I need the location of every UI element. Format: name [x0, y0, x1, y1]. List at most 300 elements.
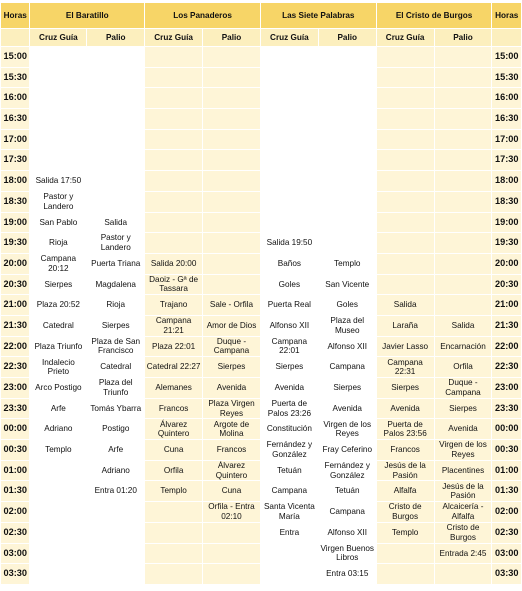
schedule-body: [1, 47, 521, 584]
schedule-cell: [145, 502, 202, 522]
time-label: 20:30: [492, 275, 521, 295]
schedule-cell: Templo: [377, 523, 434, 543]
schedule-cell: Duque - Campana: [203, 337, 260, 357]
schedule-row: [1, 564, 521, 584]
time-label: 19:30: [1, 233, 29, 253]
schedule-row: [1, 171, 521, 191]
time-label: 18:30: [1, 192, 29, 212]
schedule-cell: [319, 88, 376, 108]
time-label: 03:30: [492, 564, 521, 584]
schedule-cell: Virgen de los Reyes: [319, 419, 376, 439]
schedule-row: [1, 523, 521, 543]
time-label: 02:00: [492, 502, 521, 522]
schedule-cell: Francos: [145, 399, 202, 419]
schedule-row: [1, 419, 521, 439]
schedule-cell: Avenida: [435, 419, 492, 439]
schedule-cell: Encarnación: [435, 337, 492, 357]
schedule-cell: Plaza Triunfo: [30, 337, 86, 357]
schedule-cell: Pastor y Landero: [87, 233, 144, 253]
schedule-cell: Templo: [145, 481, 202, 501]
sub-header-cruz-guia: Cruz Guía: [261, 29, 318, 46]
time-label: 01:30: [1, 481, 29, 501]
schedule-row: [1, 213, 521, 233]
time-label: 15:00: [1, 47, 29, 67]
schedule-cell: [435, 275, 492, 295]
schedule-cell: Tetuán: [319, 481, 376, 501]
schedule-cell: [319, 213, 376, 233]
schedule-cell: [30, 564, 86, 584]
schedule-cell: Tomás Ybarra: [87, 399, 144, 419]
schedule-cell: [203, 130, 260, 150]
sub-header-palio: Palio: [319, 29, 376, 46]
schedule-cell: [145, 523, 202, 543]
sub-header-blank-right: [492, 29, 521, 46]
schedule-cell: [435, 295, 492, 315]
schedule-cell: Orfila - Entra 02:10: [203, 502, 260, 522]
schedule-cell: [87, 192, 144, 212]
time-label: 22:00: [1, 337, 29, 357]
schedule-cell: [203, 254, 260, 274]
time-label: 17:30: [492, 150, 521, 170]
schedule-cell: [30, 502, 86, 522]
sub-header-cruz-guia: Cruz Guía: [145, 29, 202, 46]
schedule-cell: Virgen de los Reyes: [435, 440, 492, 460]
schedule-cell: [87, 88, 144, 108]
schedule-cell: Catedral: [87, 357, 144, 377]
schedule-cell: Amor de Dios: [203, 316, 260, 336]
schedule-cell: Alfonso XII: [261, 316, 318, 336]
schedule-cell: [435, 254, 492, 274]
schedule-cell: Cuna: [145, 440, 202, 460]
time-label: 17:00: [1, 130, 29, 150]
schedule-cell: [435, 171, 492, 191]
schedule-cell: [145, 544, 202, 564]
schedule-cell: [30, 150, 86, 170]
sub-header-cruz-guia: Cruz Guía: [377, 29, 434, 46]
schedule-row: [1, 295, 521, 315]
schedule-cell: Jesús de la Pasión: [435, 481, 492, 501]
schedule-row: [1, 544, 521, 564]
schedule-cell: [145, 109, 202, 129]
schedule-cell: [377, 254, 434, 274]
schedule-cell: Catedral: [30, 316, 86, 336]
sub-header-blank-left: [1, 29, 29, 46]
schedule-row: [1, 192, 521, 212]
time-label: 21:00: [1, 295, 29, 315]
time-label: 22:00: [492, 337, 521, 357]
schedule-cell: [319, 47, 376, 67]
schedule-cell: Entrada 2:45: [435, 544, 492, 564]
time-label: 21:30: [492, 316, 521, 336]
schedule-cell: Campana 22:01: [261, 337, 318, 357]
schedule-cell: [435, 564, 492, 584]
schedule-cell: [377, 233, 434, 253]
schedule-cell: [203, 109, 260, 129]
time-label: 23:30: [1, 399, 29, 419]
schedule-cell: [30, 88, 86, 108]
schedule-cell: Indalecio Prieto: [30, 357, 86, 377]
schedule-cell: Magdalena: [87, 275, 144, 295]
schedule-cell: Salida 19:50: [261, 233, 318, 253]
time-label: 02:30: [1, 523, 29, 543]
schedule-cell: Sierpes: [377, 378, 434, 398]
schedule-cell: [319, 68, 376, 88]
schedule-cell: [87, 523, 144, 543]
schedule-cell: [30, 461, 86, 481]
time-label: 01:30: [492, 481, 521, 501]
time-label: 22:30: [492, 357, 521, 377]
schedule-cell: [377, 564, 434, 584]
schedule-cell: [145, 192, 202, 212]
schedule-cell: Avenida: [203, 378, 260, 398]
schedule-cell: Entra 01:20: [87, 481, 144, 501]
time-label: 16:30: [492, 109, 521, 129]
time-label: 02:30: [492, 523, 521, 543]
time-label: 22:30: [1, 357, 29, 377]
schedule-cell: [377, 171, 434, 191]
schedule-row: [1, 130, 521, 150]
schedule-cell: [145, 150, 202, 170]
schedule-cell: [261, 88, 318, 108]
schedule-cell: Templo: [30, 440, 86, 460]
time-label: 16:00: [492, 88, 521, 108]
schedule-cell: Adriano: [30, 419, 86, 439]
schedule-cell: Plaza 22:01: [145, 337, 202, 357]
time-label: 03:00: [492, 544, 521, 564]
schedule-cell: [87, 502, 144, 522]
schedule-row: [1, 275, 521, 295]
schedule-cell: Orfila: [435, 357, 492, 377]
schedule-cell: [319, 150, 376, 170]
schedule-cell: [435, 109, 492, 129]
schedule-cell: Salida: [377, 295, 434, 315]
schedule-cell: [145, 47, 202, 67]
time-label: 00:30: [1, 440, 29, 460]
schedule-cell: Sierpes: [203, 357, 260, 377]
time-label: 21:00: [492, 295, 521, 315]
schedule-cell: [87, 130, 144, 150]
schedule-cell: Alfalfa: [377, 481, 434, 501]
schedule-cell: [87, 150, 144, 170]
time-label: 15:00: [492, 47, 521, 67]
time-label: 23:00: [492, 378, 521, 398]
schedule-cell: Entra: [261, 523, 318, 543]
schedule-cell: [435, 150, 492, 170]
schedule-row: [1, 481, 521, 501]
schedule-cell: Campana 20:12: [30, 254, 86, 274]
schedule-cell: [203, 171, 260, 191]
schedule-cell: [145, 68, 202, 88]
time-label: 20:00: [1, 254, 29, 274]
schedule-row: [1, 150, 521, 170]
schedule-cell: Orfila: [145, 461, 202, 481]
schedule-cell: Santa Vicenta María: [261, 502, 318, 522]
schedule-cell: Álvarez Quintero: [145, 419, 202, 439]
schedule-cell: [203, 150, 260, 170]
schedule-cell: Plaza del Museo: [319, 316, 376, 336]
schedule-cell: Templo: [319, 254, 376, 274]
time-label: 23:30: [492, 399, 521, 419]
schedule-cell: Argote de Molina: [203, 419, 260, 439]
schedule-cell: Rioja: [30, 233, 86, 253]
schedule-cell: [261, 213, 318, 233]
schedule-cell: [145, 564, 202, 584]
time-label: 20:00: [492, 254, 521, 274]
schedule-cell: Constitución: [261, 419, 318, 439]
schedule-row: [1, 357, 521, 377]
schedule-cell: [261, 109, 318, 129]
schedule-cell: Francos: [203, 440, 260, 460]
time-label: 01:00: [1, 461, 29, 481]
schedule-cell: Placentines: [435, 461, 492, 481]
schedule-cell: Catedral 22:27: [145, 357, 202, 377]
schedule-cell: [435, 68, 492, 88]
schedule-cell: [435, 130, 492, 150]
schedule-cell: [435, 88, 492, 108]
schedule-cell: [145, 88, 202, 108]
schedule-cell: [261, 544, 318, 564]
schedule-cell: Rioja: [87, 295, 144, 315]
schedule-row: [1, 399, 521, 419]
schedule-cell: Trajano: [145, 295, 202, 315]
time-label: 18:00: [1, 171, 29, 191]
time-label: 01:00: [492, 461, 521, 481]
schedule-cell: [203, 564, 260, 584]
schedule-cell: [87, 68, 144, 88]
schedule-cell: Campana: [319, 502, 376, 522]
schedule-cell: Pastor y Landero: [30, 192, 86, 212]
schedule-cell: [87, 564, 144, 584]
schedule-cell: Plaza 20:52: [30, 295, 86, 315]
time-label: 17:30: [1, 150, 29, 170]
schedule-cell: [203, 213, 260, 233]
time-label: 15:30: [492, 68, 521, 88]
schedule-cell: Plaza de San Francisco: [87, 337, 144, 357]
schedule-cell: Alcaicería - Alfalfa: [435, 502, 492, 522]
schedule-cell: [145, 130, 202, 150]
schedule-row: [1, 337, 521, 357]
schedule-cell: Plaza del Triunfo: [87, 378, 144, 398]
schedule-cell: [319, 171, 376, 191]
schedule-cell: [377, 88, 434, 108]
schedule-cell: [377, 544, 434, 564]
group-el-cristo-de-burgos: El Cristo de Burgos: [377, 3, 492, 28]
schedule-row: [1, 109, 521, 129]
schedule-cell: [261, 192, 318, 212]
schedule-cell: Campana: [261, 481, 318, 501]
time-label: 00:00: [1, 419, 29, 439]
time-label: 20:30: [1, 275, 29, 295]
schedule-cell: [203, 544, 260, 564]
time-label: 19:00: [492, 213, 521, 233]
schedule-cell: Javier Lasso: [377, 337, 434, 357]
horas-header-right: Horas: [492, 3, 521, 28]
schedule-cell: Tetuán: [261, 461, 318, 481]
schedule-cell: Sierpes: [261, 357, 318, 377]
schedule-cell: Virgen Buenos Libros: [320, 543, 375, 563]
schedule-cell: [261, 68, 318, 88]
schedule-cell: [261, 47, 318, 67]
schedule-cell: [30, 481, 86, 501]
schedule-cell: Sierpes: [87, 316, 144, 336]
schedule-cell: [435, 213, 492, 233]
schedule-cell: [377, 109, 434, 129]
schedule-cell: Cristo de Burgos: [435, 523, 492, 543]
schedule-cell: Alfonso XII: [319, 337, 376, 357]
group-las-siete-palabras: Las Siete Palabras: [261, 3, 376, 28]
schedule-cell: [203, 233, 260, 253]
schedule-row: [1, 502, 521, 522]
schedule-cell: Salida: [435, 316, 492, 336]
time-label: 00:30: [492, 440, 521, 460]
schedule-cell: [319, 130, 376, 150]
schedule-cell: [30, 47, 86, 67]
time-label: 02:00: [1, 502, 29, 522]
time-label: 21:30: [1, 316, 29, 336]
schedule-cell: Avenida: [319, 399, 376, 419]
schedule-cell: [30, 109, 86, 129]
schedule-cell: [377, 150, 434, 170]
schedule-cell: Baños: [261, 254, 318, 274]
schedule-cell: Alfonso XII: [319, 523, 376, 543]
schedule-row: [1, 68, 521, 88]
sub-header-palio: Palio: [435, 29, 492, 46]
schedule-cell: [87, 109, 144, 129]
schedule-cell: [377, 130, 434, 150]
schedule-cell: Jesús de la Pasión: [377, 461, 434, 481]
schedule-cell: Salida 20:00: [145, 254, 202, 274]
schedule-cell: Daoiz - Gª de Tassara: [145, 275, 202, 295]
schedule-cell: Fernández y González: [261, 440, 318, 460]
schedule-cell: [319, 109, 376, 129]
schedule-cell: [203, 275, 260, 295]
schedule-cell: [203, 68, 260, 88]
schedule-cell: Goles: [319, 295, 376, 315]
time-label: 18:00: [492, 171, 521, 191]
schedule-cell: Álvarez Quintero: [203, 461, 260, 481]
time-label: 03:30: [1, 564, 29, 584]
schedule-cell: [261, 171, 318, 191]
schedule-cell: Postigo: [87, 419, 144, 439]
schedule-cell: Avenida: [261, 378, 318, 398]
schedule-row: [1, 440, 521, 460]
schedule-cell: [203, 47, 260, 67]
schedule-cell: Fernández y González: [319, 461, 376, 481]
schedule-row: [1, 461, 521, 481]
schedule-cell: Francos: [377, 440, 434, 460]
schedule-cell: [377, 47, 434, 67]
schedule-cell: [435, 192, 492, 212]
schedule-cell: [87, 171, 144, 191]
schedule-cell: [145, 171, 202, 191]
schedule-cell: Campana 21:21: [145, 316, 202, 336]
schedule-cell: Duque - Campana: [435, 378, 492, 398]
schedule-cell: [319, 233, 376, 253]
schedule-cell: [261, 130, 318, 150]
schedule-cell: Campana 22:31: [377, 357, 434, 377]
schedule-cell: Puerta de Palos 23:26: [261, 399, 318, 419]
schedule-cell: Avenida: [377, 399, 434, 419]
group-los-panaderos: Los Panaderos: [145, 3, 260, 28]
schedule-cell: Puerta de Palos 23:56: [377, 419, 434, 439]
sub-header-palio: Palio: [87, 29, 144, 46]
schedule-cell: Salida: [87, 213, 144, 233]
schedule-cell: Cuna: [203, 481, 260, 501]
schedule-cell: [203, 523, 260, 543]
horas-header-left: Horas: [1, 3, 29, 28]
time-label: 16:30: [1, 109, 29, 129]
schedule-cell: Sale - Orfila: [203, 295, 260, 315]
schedule-cell: Arco Postigo: [30, 378, 86, 398]
schedule-cell: Goles: [261, 275, 318, 295]
schedule-cell: [261, 564, 318, 584]
schedule-cell: Plaza Virgen Reyes: [203, 399, 260, 419]
time-label: 00:00: [492, 419, 521, 439]
time-label: 23:00: [1, 378, 29, 398]
schedule-cell: Arfe: [87, 440, 144, 460]
schedule-cell: Sierpes: [319, 378, 376, 398]
time-label: 03:00: [1, 544, 29, 564]
schedule-cell: [30, 523, 86, 543]
schedule-cell: [87, 544, 144, 564]
schedule-row: [1, 316, 521, 336]
schedule-cell: Fray Ceferino: [319, 440, 376, 460]
schedule-table: [0, 2, 522, 585]
schedule-cell: Puerta Triana: [87, 254, 144, 274]
time-label: 19:30: [492, 233, 521, 253]
schedule-cell: [87, 47, 144, 67]
schedule-cell: [203, 88, 260, 108]
schedule-cell: [377, 213, 434, 233]
time-label: 19:00: [1, 213, 29, 233]
schedule-row: [1, 233, 521, 253]
schedule-cell: Alemanes: [145, 378, 202, 398]
schedule-row: [1, 378, 521, 398]
group-el-baratillo: El Baratillo: [30, 3, 144, 28]
schedule-cell: [377, 192, 434, 212]
schedule-cell: Salida 17:50: [30, 171, 86, 191]
schedule-cell: [435, 233, 492, 253]
time-label: 16:00: [1, 88, 29, 108]
schedule-cell: Cristo de Burgos: [377, 502, 434, 522]
schedule-cell: [377, 275, 434, 295]
time-label: 15:30: [1, 68, 29, 88]
schedule-cell: Puerta Real: [261, 295, 318, 315]
schedule-cell: San Vicente: [319, 275, 376, 295]
schedule-cell: Adriano: [87, 461, 144, 481]
schedule-row: [1, 254, 521, 274]
schedule-cell: [145, 233, 202, 253]
schedule-cell: [30, 68, 86, 88]
schedule-cell: Sierpes: [435, 399, 492, 419]
schedule-cell: [30, 130, 86, 150]
schedule-cell: Arfe: [30, 399, 86, 419]
schedule-cell: [435, 47, 492, 67]
schedule-row: [1, 88, 521, 108]
schedule-cell: Sierpes: [30, 275, 86, 295]
schedule-cell: Laraña: [377, 316, 434, 336]
sub-header-palio: Palio: [203, 29, 260, 46]
sub-header-cruz-guia: Cruz Guía: [30, 29, 86, 46]
schedule-cell: [377, 68, 434, 88]
schedule-cell: San Pablo: [30, 213, 86, 233]
schedule-cell: [30, 544, 86, 564]
schedule-cell: [319, 192, 376, 212]
time-label: 17:00: [492, 130, 521, 150]
schedule-cell: Entra 03:15: [319, 564, 376, 584]
schedule-cell: [261, 150, 318, 170]
schedule-row: [1, 47, 521, 67]
